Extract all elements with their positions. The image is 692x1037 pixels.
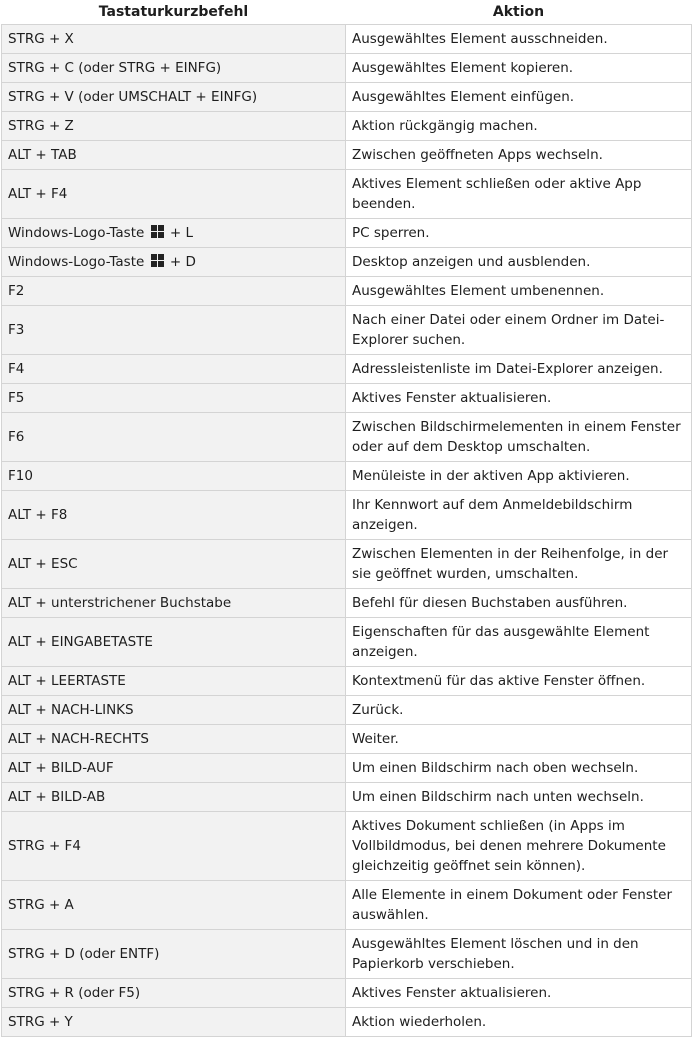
action-cell: Alle Elemente in einem Dokument oder Fenster auswählen. (346, 881, 692, 930)
action-cell: PC sperren. (346, 219, 692, 248)
table-row (2, 812, 692, 881)
shortcut-cell: ALT + LEERTASTE (2, 667, 346, 696)
action-cell: Um einen Bildschirm nach unten wechseln. (346, 783, 692, 812)
table-row (2, 930, 692, 979)
shortcut-cell: F10 (2, 462, 346, 491)
action-cell: Aktives Fenster aktualisieren. (346, 979, 692, 1008)
table-row (2, 783, 692, 812)
shortcut-cell: ALT + unterstrichener Buchstabe (2, 589, 346, 618)
table-row (2, 25, 692, 54)
action-cell: Aktion rückgängig machen. (346, 112, 692, 141)
table-row (2, 112, 692, 141)
shortcut-key-prefix: Windows-Logo-Taste (8, 225, 145, 241)
shortcut-cell: F2 (2, 277, 346, 306)
shortcut-key-suffix: + L (169, 225, 194, 241)
action-cell: Aktion wiederholen. (346, 1008, 692, 1037)
action-cell: Aktives Fenster aktualisieren. (346, 384, 692, 413)
shortcut-cell (2, 248, 346, 277)
table-row (2, 540, 692, 589)
action-cell: Nach einer Datei oder einem Ordner im Datei-Explorer suchen. (346, 306, 692, 355)
table-row (2, 667, 692, 696)
action-cell: Ausgewähltes Element löschen und in den Papierkorb verschieben. (346, 930, 692, 979)
shortcut-cell: STRG + C (oder STRG + EINFG) (2, 54, 346, 83)
action-cell: Adressleistenliste im Datei-Explorer anzeigen. (346, 355, 692, 384)
shortcut-cell: STRG + Z (2, 112, 346, 141)
shortcut-table (1, 0, 692, 1037)
action-cell: Ausgewähltes Element kopieren. (346, 54, 692, 83)
action-cell: Befehl für diesen Buchstaben ausführen. (346, 589, 692, 618)
action-cell: Desktop anzeigen und ausblenden. (346, 248, 692, 277)
table-row (2, 618, 692, 667)
shortcut-cell: ALT + TAB (2, 141, 346, 170)
table-row (2, 696, 692, 725)
header-action: Aktion (492, 4, 545, 20)
shortcut-cell (2, 219, 346, 248)
windows-logo-icon (151, 225, 164, 238)
shortcut-cell: F4 (2, 355, 346, 384)
table-row (2, 277, 692, 306)
action-cell: Kontextmenü für das aktive Fenster öffnen. (346, 667, 692, 696)
action-cell: Eigenschaften für das ausgewählte Element anzeigen. (346, 618, 692, 667)
action-cell: Um einen Bildschirm nach oben wechseln. (346, 754, 692, 783)
table-row (2, 462, 692, 491)
table-row (2, 413, 692, 462)
table-row (2, 881, 692, 930)
shortcut-cell: STRG + X (2, 25, 346, 54)
action-cell: Weiter. (346, 725, 692, 754)
table-row (2, 754, 692, 783)
table-row (2, 384, 692, 413)
action-cell: Zurück. (346, 696, 692, 725)
table-row (2, 54, 692, 83)
action-cell: Zwischen Elementen in der Reihenfolge, in der sie geöffnet wurden, umschalten. (346, 540, 692, 589)
shortcut-cell: F6 (2, 413, 346, 462)
table-row (2, 248, 692, 277)
shortcut-cell: ALT + NACH-RECHTS (2, 725, 346, 754)
action-cell: Ausgewähltes Element ausschneiden. (346, 25, 692, 54)
shortcut-cell: ALT + EINGABETASTE (2, 618, 346, 667)
action-cell: Aktives Element schließen oder aktive App beenden. (346, 170, 692, 219)
action-cell: Ihr Kennwort auf dem Anmeldebildschirm anzeigen. (346, 491, 692, 540)
shortcut-cell: ALT + BILD-AUF (2, 754, 346, 783)
action-cell: Aktives Dokument schließen (in Apps im Vollbildmodus, bei denen mehrere Dokumente gleichzeitig geöffnet sein können). (346, 812, 692, 881)
table-row (2, 355, 692, 384)
shortcut-cell: STRG + V (oder UMSCHALT + EINFG) (2, 83, 346, 112)
windows-logo-icon (151, 254, 164, 267)
action-cell: Menüleiste in der aktiven App aktivieren. (346, 462, 692, 491)
shortcut-cell: ALT + BILD-AB (2, 783, 346, 812)
table-row (2, 979, 692, 1008)
action-cell: Zwischen Bildschirmelementen in einem Fenster oder auf dem Desktop umschalten. (346, 413, 692, 462)
table-header-row (2, 0, 692, 25)
table-row (2, 141, 692, 170)
action-cell: Ausgewähltes Element umbenennen. (346, 277, 692, 306)
table-row (2, 1008, 692, 1037)
header-shortcut: Tastaturkurzbefehl (98, 4, 249, 20)
table-row (2, 589, 692, 618)
table-row (2, 219, 692, 248)
table-row (2, 306, 692, 355)
table-row (2, 725, 692, 754)
shortcut-cell: STRG + R (oder F5) (2, 979, 346, 1008)
shortcut-cell: STRG + Y (2, 1008, 346, 1037)
table-row (2, 491, 692, 540)
action-cell: Zwischen geöffneten Apps wechseln. (346, 141, 692, 170)
shortcut-cell: ALT + ESC (2, 540, 346, 589)
shortcut-cell: ALT + F8 (2, 491, 346, 540)
table-row (2, 83, 692, 112)
action-cell: Ausgewähltes Element einfügen. (346, 83, 692, 112)
shortcut-cell: F3 (2, 306, 346, 355)
shortcut-key-prefix: Windows-Logo-Taste (8, 254, 145, 270)
shortcut-cell: STRG + A (2, 881, 346, 930)
shortcut-cell: F5 (2, 384, 346, 413)
shortcut-cell: STRG + F4 (2, 812, 346, 881)
shortcut-cell: STRG + D (oder ENTF) (2, 930, 346, 979)
table-row (2, 170, 692, 219)
shortcut-key-suffix: + D (169, 254, 196, 270)
shortcut-cell: ALT + NACH-LINKS (2, 696, 346, 725)
shortcut-cell: ALT + F4 (2, 170, 346, 219)
